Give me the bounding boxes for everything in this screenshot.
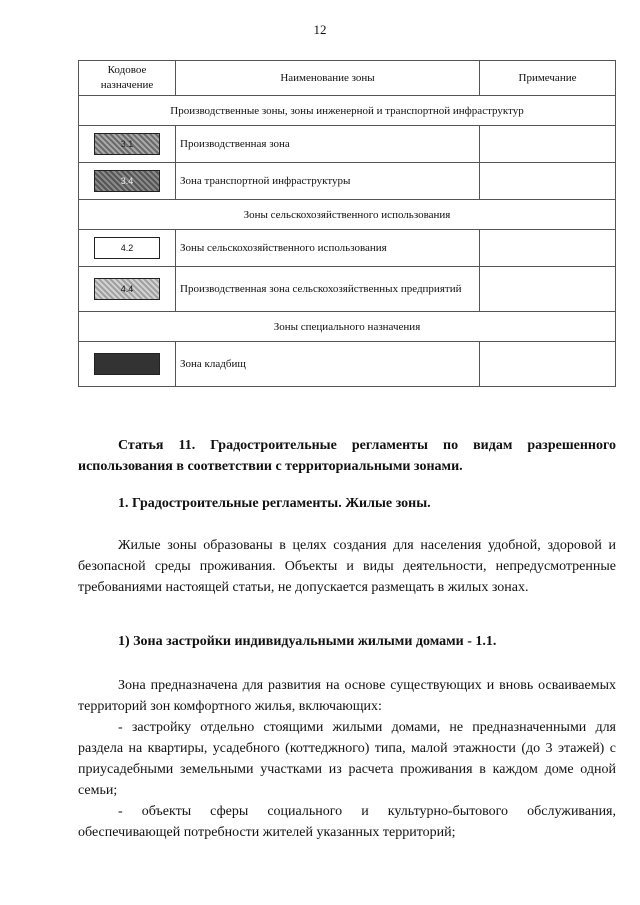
zones-table <box>78 60 616 387</box>
list-item: - застройку отдельно стоящими жилыми домами, не предназначенными для раздела на квартиры, усадебного (коттеджного) типа, малой этажности (до 3 этажей) с приусадебными земельными участками из расчета проживания в каждом доме одной семьи; <box>78 720 616 798</box>
article-title: Статья 11. Градостроительные регламенты по видам разрешенного использования в соответствии с территориальными зонами. <box>78 438 616 474</box>
section-heading: 1. Градостроительные регламенты. Жилые зоны. <box>118 496 431 511</box>
table-row <box>79 267 616 312</box>
zone-note <box>480 163 616 200</box>
table-row <box>79 163 616 200</box>
zone-swatch <box>94 353 160 375</box>
page-number: 12 <box>313 22 327 37</box>
section-title: Зоны сельскохозяйственного использования <box>79 200 616 230</box>
subsection-intro: Зона предназначена для развития на основе существующих и вновь осваиваемых территорий зон комфортного жилья, включающих: <box>78 678 616 714</box>
zone-name: Производственная зона сельскохозяйственных предприятий <box>176 267 480 312</box>
zone-code-cell <box>79 126 176 163</box>
zone-name: Зона кладбищ <box>176 342 480 387</box>
zone-note <box>480 342 616 387</box>
zone-note <box>480 126 616 163</box>
zone-swatch: 3.1 <box>94 133 160 155</box>
zone-code-cell <box>79 230 176 267</box>
zone-name: Зона транспортной инфраструктуры <box>176 163 480 200</box>
zone-code-cell <box>79 342 176 387</box>
table-header-row <box>79 61 616 96</box>
section-row <box>79 312 616 342</box>
table-row <box>79 342 616 387</box>
header-code: Кодовое назначение <box>79 61 176 96</box>
section-row <box>79 200 616 230</box>
zone-name: Зоны сельскохозяйственного использования <box>176 230 480 267</box>
zone-swatch: 4.2 <box>94 237 160 259</box>
section-row <box>79 96 616 126</box>
header-name: Наименование зоны <box>176 61 480 96</box>
section-title: Зоны специального назначения <box>79 312 616 342</box>
list-item: - объекты сферы социального и культурно-бытового обслуживания, обеспечивающей потребности жителей указанных территорий; <box>78 804 616 840</box>
section-paragraph: Жилые зоны образованы в целях создания для населения удобной, здоровой и безопасной среды проживания. Объекты и виды деятельности, непредусмотренные требованиями настоящей статьи, не допускается размещать в жилых зонах. <box>78 538 616 595</box>
zone-swatch: 3.4 <box>94 170 160 192</box>
zone-name: Производственная зона <box>176 126 480 163</box>
zone-swatch: 4.4 <box>94 278 160 300</box>
subsection-heading: 1) Зона застройки индивидуальными жилыми домами - 1.1. <box>118 634 497 649</box>
table-row <box>79 230 616 267</box>
zone-code-cell <box>79 163 176 200</box>
table-row <box>79 126 616 163</box>
zone-note <box>480 267 616 312</box>
zone-code-cell <box>79 267 176 312</box>
section-title: Производственные зоны, зоны инженерной и транспортной инфраструктур <box>79 96 616 126</box>
zone-note <box>480 230 616 267</box>
header-note: Примечание <box>480 61 616 96</box>
